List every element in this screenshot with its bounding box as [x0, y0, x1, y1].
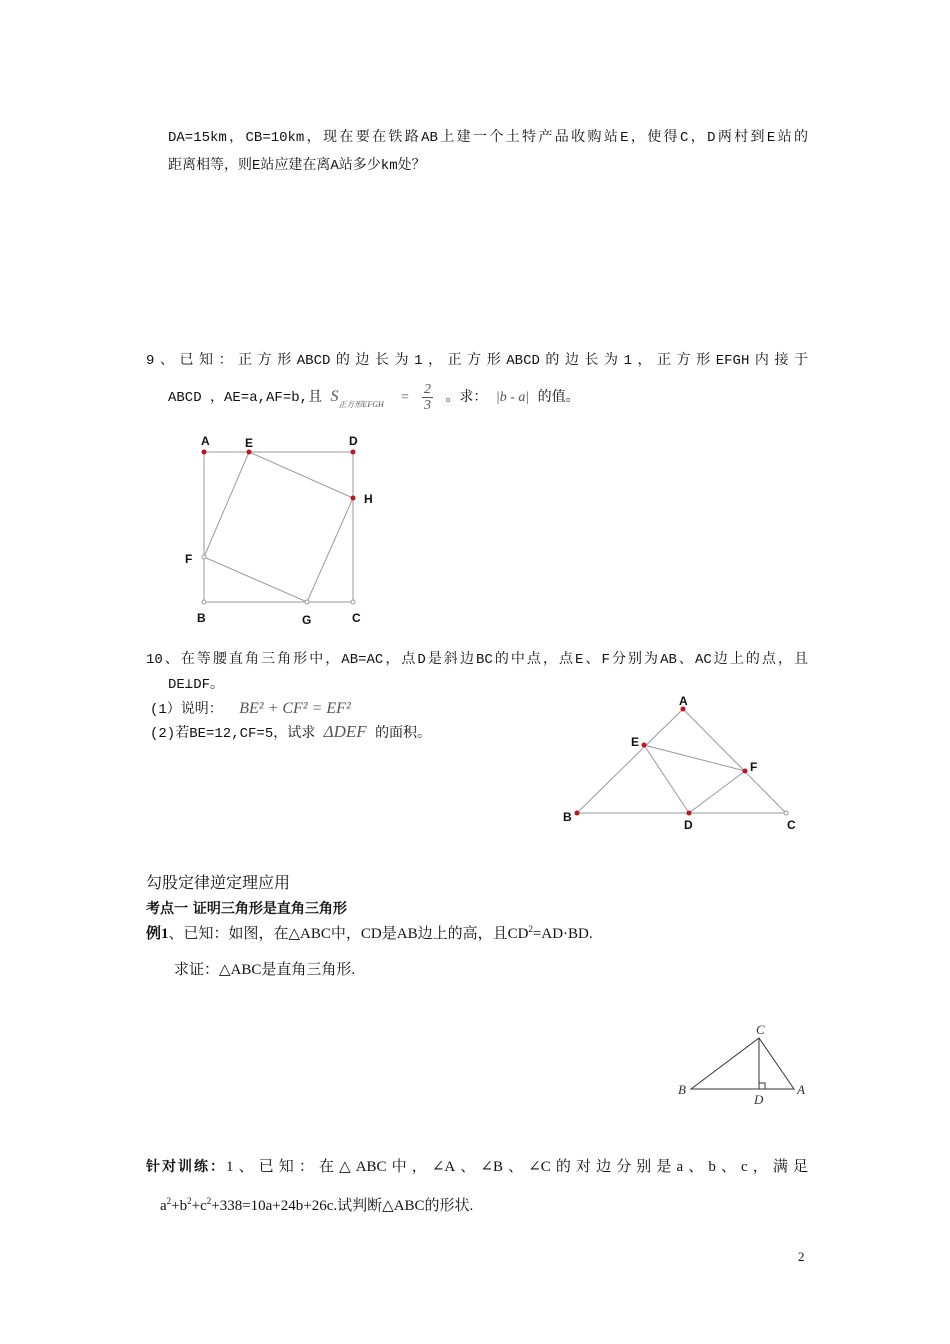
example1-text-a: 、已知：如图，在△ABC中，CD是AB边上的高，且CD [168, 926, 529, 942]
practice-line1 [146, 1157, 808, 1177]
q9-area-subscript: 正方形EFGH [338, 400, 384, 410]
q10-label-b: B [563, 810, 572, 824]
q10-part1-prefix: (1）说明： [150, 702, 223, 718]
q9-label-e: E [245, 436, 254, 450]
q10-line2: DE⊥DF。 [168, 677, 225, 693]
example1-text-b: =AD·BD. [532, 926, 593, 942]
example1-label-a: A [797, 1082, 805, 1097]
q9-label-h: H [364, 492, 373, 506]
q10-label-e: E [631, 735, 640, 749]
example1-label-d: D [754, 1092, 764, 1107]
practice-text: 1、已知：在△ABC中，∠A、∠B、∠C的对边分别是a、b、c，满足 [226, 1159, 808, 1175]
practice-term-d: +338=10a+24b+26c.试判断△ABC的形状. [211, 1198, 474, 1214]
q9-label-b: B [197, 611, 206, 625]
example1-label-c: C [756, 1022, 765, 1037]
q9-label-c: C [352, 611, 361, 625]
q9-frac-num: 2 [424, 382, 432, 397]
practice-term-b: +b [171, 1198, 188, 1214]
q9-line2-mid: 。求： [445, 390, 488, 407]
q10-part1-formula: BE² + CF² = EF² [239, 700, 351, 717]
example1-label: 例1 [146, 926, 169, 942]
q10-label-d: D [684, 818, 693, 832]
example1-label-b: B [678, 1082, 686, 1097]
q9-line2-prefix: ABCD ，AE=a,AF=b,且 [168, 390, 323, 407]
practice-line2 [160, 1196, 473, 1216]
section-subtitle: 考点一 证明三角形是直角三角形 [146, 901, 347, 917]
q9-area-symbol: S [330, 388, 339, 406]
q10-part2-prefix: (2)若BE=12,CF=5，试求 [150, 726, 316, 742]
practice-sup-a: 2 [166, 1196, 172, 1206]
example1-triangle [691, 1038, 794, 1089]
q9-label-d: D [349, 434, 358, 448]
q9-label-g: G [302, 613, 312, 627]
q8-line2: 距离相等，则E站应建在离A站多少km处？ [168, 158, 426, 174]
q10-label-f: F [750, 760, 758, 774]
example1-sup: 2 [528, 924, 533, 934]
page-number: 2 [798, 1249, 805, 1264]
q9-label-a: A [201, 434, 210, 448]
example1-line2: 求证：△ABC是直角三角形. [174, 962, 356, 978]
practice-term-a: a [160, 1198, 167, 1214]
q10-label-a: A [679, 694, 688, 708]
practice-term-c: +c [191, 1198, 207, 1214]
q8-line1: DA=15km，CB=10km，现在要在铁路AB上建一个土特产品收购站E，使得C，D两村到E站的 [168, 130, 808, 146]
example1-right-angle-mark [759, 1083, 765, 1089]
q10-part2-suffix: 的面积。 [375, 726, 432, 742]
q9-label-f: F [185, 552, 193, 566]
practice-label: 针对训练： [146, 1159, 226, 1175]
q9-line1: 9、已知：正方形ABCD的边长为1，正方形ABCD的边长为1，正方形EFGH内接于 [146, 353, 808, 369]
q10-label-c: C [787, 818, 796, 832]
section-title: 勾股定律逆定理应用 [146, 873, 291, 892]
q9-abs-expr: |b - a| [495, 390, 530, 406]
practice-sup-b: 2 [187, 1196, 192, 1206]
q10-line1: 10、在等腰直角三角形中，AB=AC，点D是斜边BC的中点，点E、F分别为AB、AC边上的点，且 [146, 652, 808, 668]
practice-sup-c: 2 [206, 1196, 212, 1206]
q10-part2-formula: ΔDEF [323, 722, 367, 741]
q9-equals: = [400, 390, 410, 406]
q9-line2-suffix: 的值。 [537, 390, 580, 407]
q9-frac-den: 3 [424, 398, 432, 413]
